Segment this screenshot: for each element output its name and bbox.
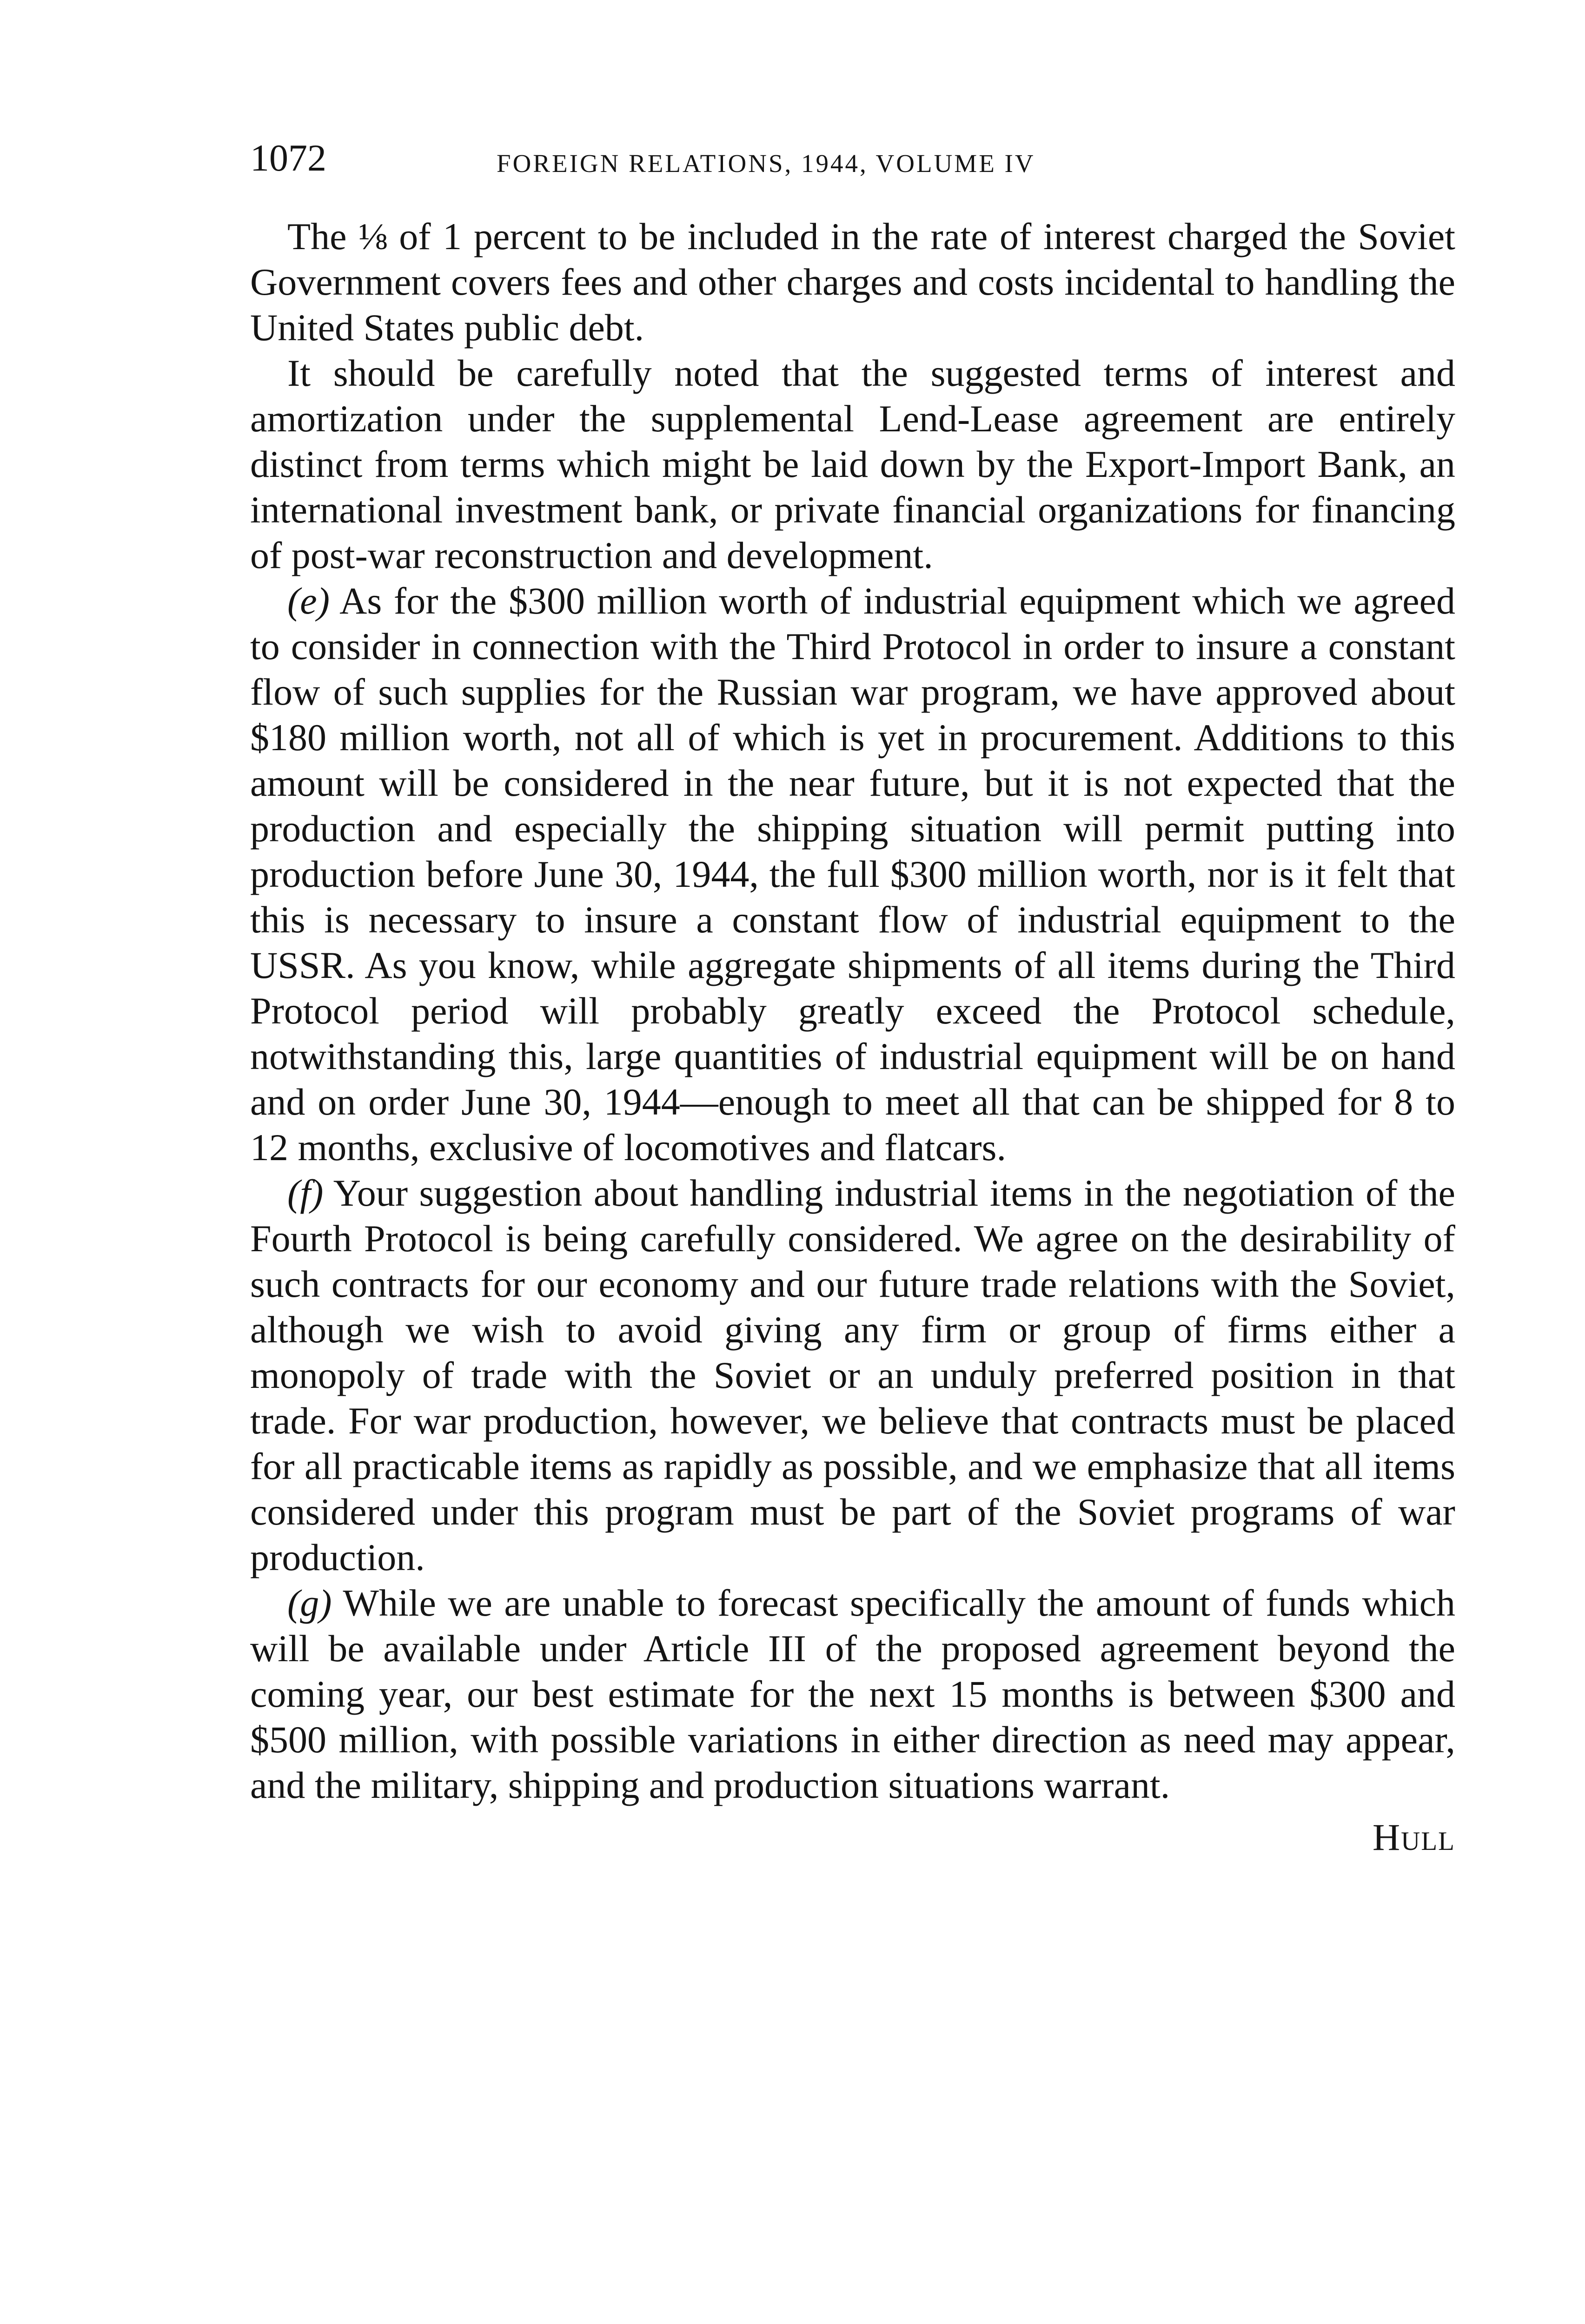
running-header [250,135,1455,191]
paragraph-text: It should be carefully noted that the suggested terms of interest and amortization under the supplemental Lend-Lease agreement are entirely distinct from terms which might be laid down by the Export-Import Bank, an international investment bank, or private financial organizations for financing of post-war reconstruction and development. [250,352,1455,576]
paragraph-text: Your suggestion about handling industrial items in the negotiation of the Fourth Protocol is being carefully considered. We agree on the desirability of such contracts for our economy and our future trade relations with the Soviet, although we wish to avoid giving any firm or group of firms either a monopoly of trade with the Soviet or an unduly preferred position in that trade. For war production, however, we believe that contracts must be placed for all practicable items as rapidly as possible, and we emphasize that all items considered under this program must be part of the Soviet programs of war production. [250,1172,1455,1578]
paragraph-text: The ⅛ of 1 percent to be included in the rate of interest charged the Soviet Government covers fees and other charges and costs incidental to handling the United States public debt. [250,215,1455,349]
document-page [250,135,1455,1860]
paragraph-fee [250,214,1455,350]
paragraph-label: (e) [287,580,330,622]
paragraph-terms [250,350,1455,578]
page-number: 1072 [250,137,326,179]
paragraph-text: While we are unable to forecast specifically the amount of funds which will be available under Article III of the proposed agreement beyond the coming year, our best estimate for the next 15 months is between $300 and $500 million, with possible variations in either direction as need may appear, and the military, shipping and production situations warrant. [250,1582,1455,1806]
paragraph-label: (g) [287,1582,332,1624]
running-title: FOREIGN RELATIONS, 1944, VOLUME IV [497,149,1035,178]
signature: Hull [1372,1816,1455,1858]
paragraph-e [250,578,1455,1170]
paragraph-text: As for the $300 million worth of industrial equipment which we agreed to consider in connection with the Third Protocol in order to insure a constant flow of such supplies for the Russian war program, we have approved about $180 million worth, not all of which is yet in procurement. Additions to this amount will be considered in the near future, but it is not expected that the production and especially the shipping situation will permit putting into production before June 30, 1944, the full $300 million worth, nor is it felt that this is necessary to insure a constant flow of industrial equipment to the USSR. As you know, while aggregate shipments of all items during the Third Protocol period will probably greatly exceed the Protocol schedule, notwithstanding this, large quantities of industrial equipment will be on hand and on order June 30, 1944—enough to meet all that can be shipped for 8 to 12 months, exclusive of locomotives and flatcars. [250,580,1455,1169]
paragraph-g [250,1580,1455,1808]
body-text [250,214,1455,1808]
paragraph-f [250,1170,1455,1580]
paragraph-label: (f) [287,1172,324,1214]
